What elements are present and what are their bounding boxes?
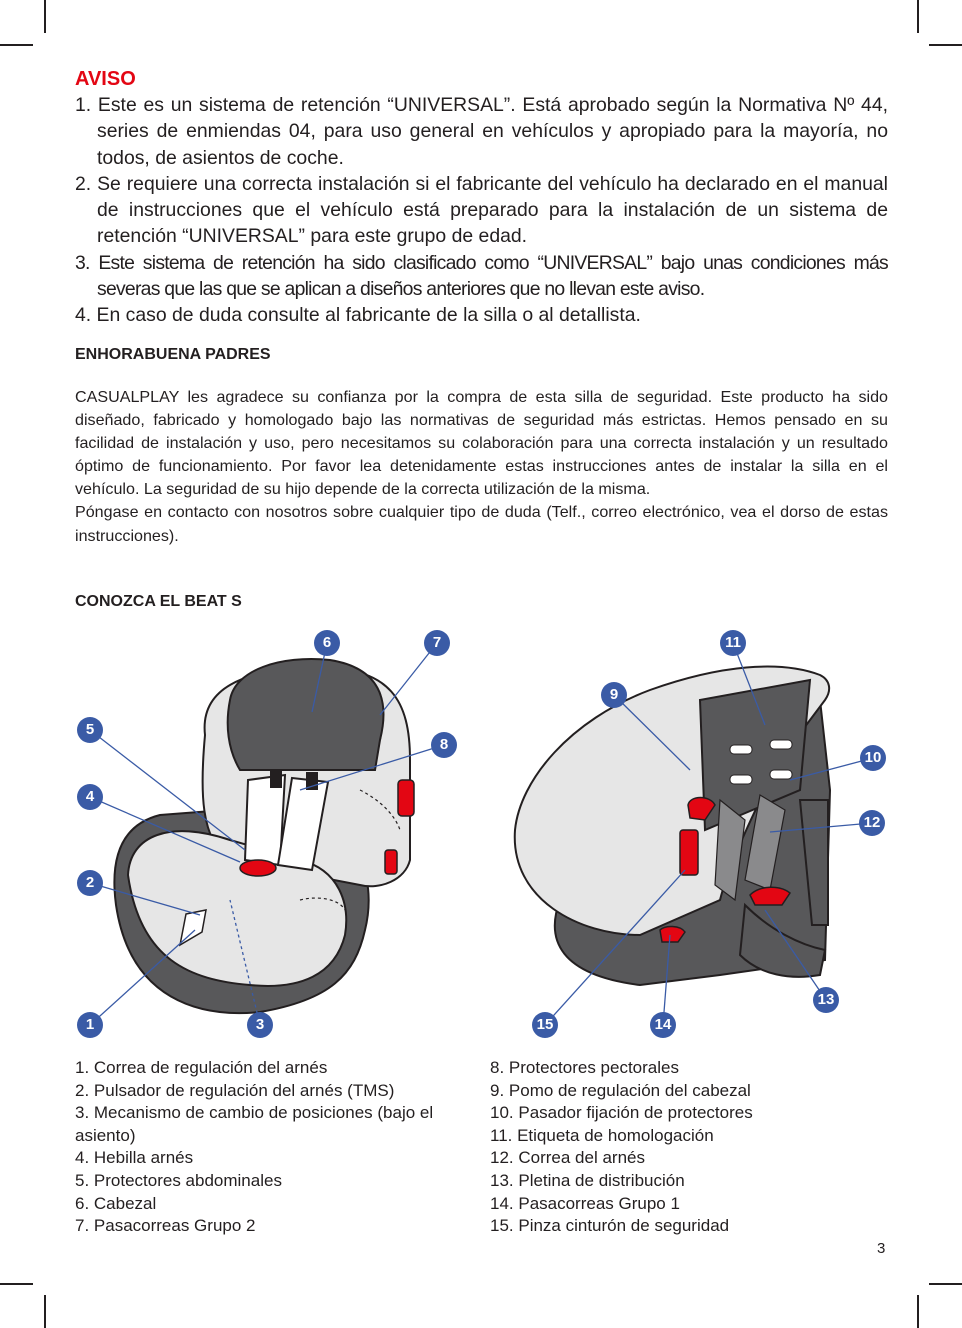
page-number: 3: [877, 1240, 886, 1257]
legend-right: [490, 1057, 890, 1238]
warning-item: 2. Se requiere una correcta instalación si el fabricante del vehículo ha declarado en el manual de instrucciones que el vehículo está preparado para la instalación de un sistema de retención “UNIVERSAL” para este grupo de edad.: [75, 172, 888, 248]
callout-badge: 1: [77, 1012, 103, 1038]
know-title: CONOZCA EL BEAT S: [75, 593, 242, 610]
callout-badge: 6: [314, 630, 340, 656]
callout-badge: 8: [431, 732, 457, 758]
callout-badge: 14: [650, 1012, 676, 1038]
warning-title: AVISO: [75, 68, 136, 90]
front-view-illustration: [114, 659, 414, 1013]
crop-mark: [917, 1295, 919, 1328]
warning-item: 1. Este es un sistema de retención “UNIVERSAL”. Está aprobado según la Normativa Nº 44, series de enmiendas 04, para uso general en vehículos y apropiado para la mayoría, no todos, de asientos de coche.: [75, 94, 888, 169]
legend-item: 15. Pinza cinturón de seguridad: [490, 1216, 730, 1236]
crop-mark: [0, 1283, 33, 1285]
callout-badge: 12: [859, 810, 885, 836]
legend-left: [75, 1057, 475, 1238]
warning-item: 4. En caso de duda consulte al fabricante de la silla o al detallista.: [75, 304, 641, 327]
legend-item: 14. Pasacorreas Grupo 1: [490, 1193, 680, 1213]
legend-item: 3. Mecanismo de cambio de posiciones (bajo el asiento): [75, 1103, 434, 1145]
legend-item: 10. Pasador fijación de protectores: [490, 1103, 753, 1123]
crop-mark: [929, 1283, 962, 1285]
legend-item: 1. Correa de regulación del arnés: [75, 1058, 328, 1077]
crop-mark: [44, 1295, 46, 1328]
callout-badge: 13: [813, 987, 839, 1013]
legend-item: 5. Protectores abdominales: [75, 1170, 282, 1190]
congrats-paragraph: Póngase en contacto con nosotros sobre cualquier tipo de duda (Telf., correo electrónico, vea el dorso de estas instrucciones).: [75, 503, 888, 545]
callout-badge: 2: [77, 870, 103, 896]
legend-item: 7. Pasacorreas Grupo 2: [75, 1216, 256, 1236]
warning-item: 3. Este sistema de retención ha sido clasificado como “UNIVERSAL” bajo unas condiciones más severas que las que se aplican a diseños anteriores que no llevan este aviso.: [75, 251, 888, 301]
congrats-paragraph: CASUALPLAY les agradece su confianza por la compra de esta silla de seguridad. Este producto ha sido diseñado, fabricado y homologado bajo las normativas de seguridad más estrictas. Hemos pensado en su facilidad de instalación y uso, pero necesitamos su colaboración para una correcta instalación y un resultado óptimo de funcionamiento. Por favor lea detenidamente estas instrucciones antes de instalar la silla en el vehículo. La seguridad de su hijo depende de la correcta utilización de la misma.: [75, 388, 888, 499]
legend-item: 13. Pletina de distribución: [490, 1170, 685, 1190]
legend-item: 12. Correa del arnés: [490, 1148, 645, 1168]
legend-item: 9. Pomo de regulación del cabezal: [490, 1080, 751, 1100]
callout-badge: 9: [601, 682, 627, 708]
callout-badge: 7: [424, 630, 450, 656]
legend-item: 4. Hebilla arnés: [75, 1148, 194, 1168]
legend-item: 6. Cabezal: [75, 1193, 157, 1213]
callout-badge: 4: [77, 784, 103, 810]
legend-item: 2. Pulsador de regulación del arnés (TMS): [75, 1080, 395, 1100]
legend-item: 11. Etiqueta de homologación: [490, 1125, 714, 1145]
callout-badge: 3: [247, 1012, 273, 1038]
callout-badge: 5: [77, 717, 103, 743]
congrats-title: ENHORABUENA PADRES: [75, 346, 271, 363]
callout-badge: 15: [532, 1012, 558, 1038]
legend-item: 8. Protectores pectorales: [490, 1058, 679, 1077]
callout-badge: 11: [720, 630, 746, 656]
callout-badge: 10: [860, 745, 886, 771]
